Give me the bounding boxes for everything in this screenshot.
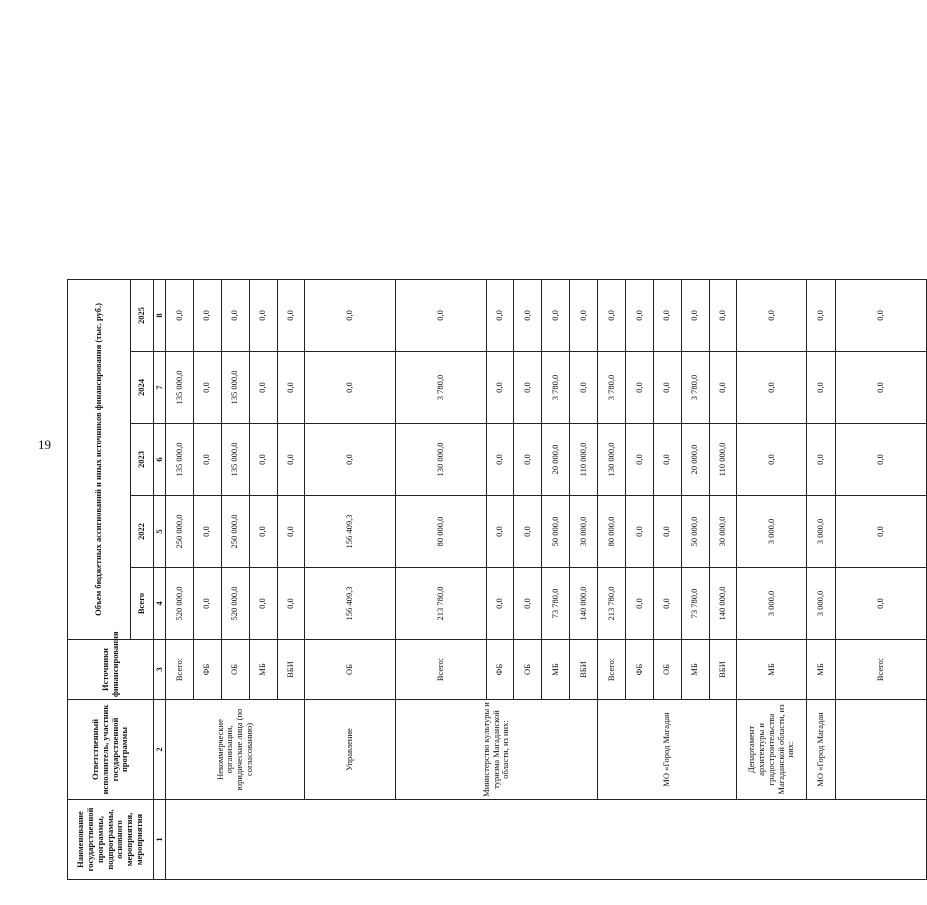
- value-total: 0,0: [193, 568, 221, 640]
- value-2024: 0,0: [653, 352, 681, 424]
- value-2023: 110 000,0: [570, 424, 598, 496]
- value-2022: 0,0: [625, 496, 653, 568]
- value-2024: 3 780,0: [395, 352, 486, 424]
- table-row: [166, 279, 194, 879]
- value-2025: 0,0: [653, 279, 681, 351]
- column-number: 7: [154, 352, 166, 424]
- table-row: [836, 279, 927, 879]
- value-2025: 0,0: [395, 279, 486, 351]
- value-2025: 0,0: [542, 279, 570, 351]
- funding-source: Всего:: [836, 640, 927, 700]
- value-2023: 130 000,0: [395, 424, 486, 496]
- funding-source: ФБ: [625, 640, 653, 700]
- value-2025: 0,0: [514, 279, 542, 351]
- executor-empty: [836, 700, 927, 800]
- funding-source: ОБ: [305, 640, 396, 700]
- value-2025: 0,0: [249, 279, 277, 351]
- table-row: [737, 279, 806, 879]
- value-2023: 20 000,0: [681, 424, 709, 496]
- rotated-page-content: [67, 280, 927, 880]
- value-total: 0,0: [249, 568, 277, 640]
- column-number: 5: [154, 496, 166, 568]
- value-total: 0,0: [625, 568, 653, 640]
- value-total: 213 780,0: [395, 568, 486, 640]
- value-2025: 0,0: [277, 279, 305, 351]
- table-row: [305, 279, 396, 879]
- funding-source: МБ: [249, 640, 277, 700]
- column-number: 1: [154, 800, 166, 880]
- value-2025: 0,0: [305, 279, 396, 351]
- executor-mo-magadan: МО «Город Магадан: [598, 700, 737, 800]
- value-2022: 50 000,0: [542, 496, 570, 568]
- value-2022: 50 000,0: [681, 496, 709, 568]
- header-program-name: Наименование государственной программы, подпрограммы, основного мероприятия, мероприятия: [68, 800, 154, 880]
- value-2025: 0,0: [737, 279, 806, 351]
- header-year-2023: 2023: [131, 424, 154, 496]
- value-2023: 135 000,0: [221, 424, 249, 496]
- column-number: 2: [154, 700, 166, 800]
- value-2025: 0,0: [221, 279, 249, 351]
- header-year-2022: 2022: [131, 496, 154, 568]
- value-total: 520 000,0: [166, 568, 194, 640]
- funding-source: МБ: [542, 640, 570, 700]
- value-2025: 0,0: [486, 279, 514, 351]
- value-total: 140 000,0: [570, 568, 598, 640]
- value-2024: 0,0: [514, 352, 542, 424]
- value-2022: 80 000,0: [395, 496, 486, 568]
- value-2024: 0,0: [836, 352, 927, 424]
- funding-source: ВБИ: [709, 640, 737, 700]
- value-2024: 3 780,0: [681, 352, 709, 424]
- value-total: 3 000,0: [806, 568, 835, 640]
- column-number: 8: [154, 279, 166, 351]
- value-2024: 0,0: [625, 352, 653, 424]
- column-number: 3: [154, 640, 166, 700]
- value-2023: 110 000,0: [709, 424, 737, 496]
- funding-source: ОБ: [653, 640, 681, 700]
- funding-source: МБ: [737, 640, 806, 700]
- executor-ministry-culture: Министерство культуры и туризма Магаданской области, из них:: [395, 700, 597, 800]
- executor-nko: Некоммерческие организации, юридические лица (по согласованию): [166, 700, 305, 800]
- value-2023: 0,0: [653, 424, 681, 496]
- value-2024: 0,0: [709, 352, 737, 424]
- value-2022: 0,0: [486, 496, 514, 568]
- value-2023: 0,0: [806, 424, 835, 496]
- value-2025: 0,0: [625, 279, 653, 351]
- value-2022: 3 000,0: [737, 496, 806, 568]
- value-2022: 156 409,3: [305, 496, 396, 568]
- program-name-cell: [166, 800, 927, 880]
- value-2024: 3 780,0: [542, 352, 570, 424]
- value-2022: 250 000,0: [221, 496, 249, 568]
- value-2022: 30 000,0: [570, 496, 598, 568]
- executor-upravlenie: Управление: [305, 700, 396, 800]
- value-2023: 0,0: [514, 424, 542, 496]
- value-total: 156 409,3: [305, 568, 396, 640]
- value-2024: 0,0: [806, 352, 835, 424]
- value-total: 0,0: [836, 568, 927, 640]
- page-number: 19: [38, 437, 51, 452]
- header-year-2025: 2025: [131, 279, 154, 351]
- table-row: [806, 279, 835, 879]
- value-2025: 0,0: [193, 279, 221, 351]
- value-2025: 0,0: [681, 279, 709, 351]
- value-2023: 0,0: [737, 424, 806, 496]
- value-2024: 135 000,0: [166, 352, 194, 424]
- value-2025: 0,0: [166, 279, 194, 351]
- value-2023: 0,0: [305, 424, 396, 496]
- executor-department-architecture: Департамент архитектуры и градостроительства Магаданской области, из них:: [737, 700, 806, 800]
- header-executor: Ответственный исполнитель, участник государственной программы: [68, 700, 154, 800]
- value-2024: 0,0: [277, 352, 305, 424]
- value-2025: 0,0: [836, 279, 927, 351]
- value-2025: 0,0: [598, 279, 626, 351]
- value-2023: 20 000,0: [542, 424, 570, 496]
- funding-source: ВБИ: [277, 640, 305, 700]
- value-total: 213 780,0: [598, 568, 626, 640]
- value-2025: 0,0: [806, 279, 835, 351]
- header-year-2024: 2024: [131, 352, 154, 424]
- value-2023: 135 000,0: [166, 424, 194, 496]
- value-2022: 80 000,0: [598, 496, 626, 568]
- value-total: 0,0: [514, 568, 542, 640]
- funding-source: ОБ: [514, 640, 542, 700]
- value-total: 0,0: [653, 568, 681, 640]
- value-2022: 30 000,0: [709, 496, 737, 568]
- value-2024: 135 000,0: [221, 352, 249, 424]
- value-2024: 0,0: [486, 352, 514, 424]
- value-2023: 0,0: [193, 424, 221, 496]
- value-2022: 250 000,0: [166, 496, 194, 568]
- executor-mo-magadan-2: МО «Город Магадан: [806, 700, 835, 800]
- value-2022: 0,0: [514, 496, 542, 568]
- financing-table: [67, 279, 927, 880]
- value-2023: 0,0: [836, 424, 927, 496]
- funding-source: ФБ: [486, 640, 514, 700]
- value-2022: 0,0: [193, 496, 221, 568]
- funding-source: МБ: [806, 640, 835, 700]
- value-2024: 0,0: [737, 352, 806, 424]
- value-total: 3 000,0: [737, 568, 806, 640]
- value-total: 73 780,0: [542, 568, 570, 640]
- value-2022: 0,0: [249, 496, 277, 568]
- value-2024: 0,0: [570, 352, 598, 424]
- funding-source: Всего:: [395, 640, 486, 700]
- value-2023: 0,0: [625, 424, 653, 496]
- value-2022: 0,0: [836, 496, 927, 568]
- funding-source: Всего:: [166, 640, 194, 700]
- column-number: 4: [154, 568, 166, 640]
- column-number: 6: [154, 424, 166, 496]
- value-total: 520 000,0: [221, 568, 249, 640]
- funding-source: ФБ: [193, 640, 221, 700]
- funding-source: Всего:: [598, 640, 626, 700]
- header-funding-source: Источники финансирования: [68, 640, 154, 700]
- value-total: 0,0: [277, 568, 305, 640]
- value-2023: 0,0: [277, 424, 305, 496]
- value-2024: 3 780,0: [598, 352, 626, 424]
- table-row: [395, 279, 486, 879]
- funding-source: ОБ: [221, 640, 249, 700]
- header-budget-volume: Объем бюджетных ассигнований и иных источников финансирования (тыс. руб.): [68, 279, 131, 639]
- value-2022: 0,0: [653, 496, 681, 568]
- value-2023: 130 000,0: [598, 424, 626, 496]
- value-total: 0,0: [486, 568, 514, 640]
- value-2025: 0,0: [570, 279, 598, 351]
- value-2024: 0,0: [305, 352, 396, 424]
- value-2024: 0,0: [249, 352, 277, 424]
- value-2024: 0,0: [193, 352, 221, 424]
- header-year-total: Всего: [131, 568, 154, 640]
- value-2022: 0,0: [277, 496, 305, 568]
- table-row: [598, 279, 626, 879]
- value-2025: 0,0: [709, 279, 737, 351]
- value-total: 140 000,0: [709, 568, 737, 640]
- value-2023: 0,0: [249, 424, 277, 496]
- funding-source: ВБИ: [570, 640, 598, 700]
- funding-source: МБ: [681, 640, 709, 700]
- value-2022: 3 000,0: [806, 496, 835, 568]
- value-total: 73 780,0: [681, 568, 709, 640]
- value-2023: 0,0: [486, 424, 514, 496]
